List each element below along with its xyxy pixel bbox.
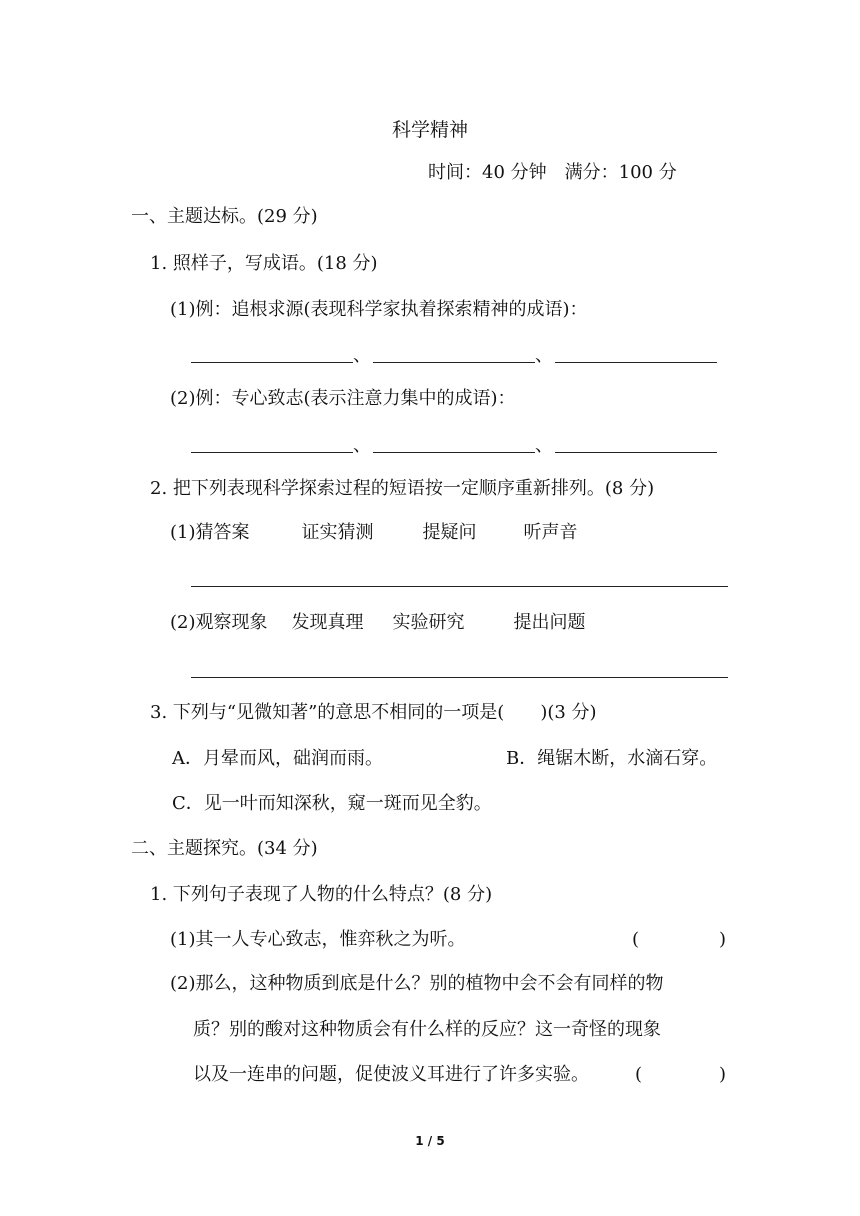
part-label: (2) bbox=[170, 612, 196, 633]
answer-line[interactable] bbox=[191, 452, 353, 453]
answer-paren-open: ( bbox=[635, 1064, 643, 1085]
section-2-heading bbox=[131, 837, 318, 861]
answer-line[interactable] bbox=[191, 677, 728, 678]
separator: 、 bbox=[535, 435, 553, 456]
s2-q1-part2-line1: (2)那么，这种物质到底是什么？别的植物中会不会有同样的物 bbox=[170, 973, 664, 994]
section-2-title: 二、主题探究。 bbox=[131, 838, 257, 859]
phrase-item: 证实猜测 bbox=[301, 522, 374, 543]
s1-q2-part2 bbox=[170, 611, 586, 635]
phrase-item: 猜答案 bbox=[195, 522, 250, 543]
s1-q1-stem: 1. 照样子，写成语。(18 分) bbox=[150, 253, 378, 274]
phrase-item: 提疑问 bbox=[422, 522, 477, 543]
phrase-item: 观察现象 bbox=[195, 612, 268, 633]
answer-line[interactable] bbox=[191, 362, 353, 363]
answer-line[interactable] bbox=[555, 452, 717, 453]
section-1-title: 一、主题达标。 bbox=[131, 206, 257, 227]
time-limit: 时间：40 分钟 bbox=[428, 162, 547, 183]
exam-meta bbox=[428, 161, 677, 185]
phrase-item: 实验研究 bbox=[392, 612, 465, 633]
separator: 、 bbox=[353, 435, 371, 456]
section-1-heading bbox=[131, 205, 318, 229]
section-2-points: (34 分) bbox=[257, 838, 318, 859]
page-title: 科学精神 bbox=[391, 119, 468, 141]
s2-q1-part1: (1)其一人专心致志，惟弈秋之为听。 bbox=[170, 929, 466, 950]
answer-line[interactable] bbox=[191, 586, 728, 587]
s2-q1-stem: 1. 下列句子表现了人物的什么特点？(8 分) bbox=[150, 884, 493, 905]
phrase-item: 听声音 bbox=[523, 522, 578, 543]
answer-paren-close: ) bbox=[719, 929, 727, 950]
separator: 、 bbox=[353, 345, 371, 366]
s1-q3-stem: 3. 下列与“见微知著”的意思不相同的一项是( )(3 分) bbox=[150, 702, 597, 723]
separator: 、 bbox=[535, 345, 553, 366]
s1-q1-part2: (2)例：专心致志(表示注意力集中的成语)： bbox=[170, 388, 516, 409]
phrase-item: 发现真理 bbox=[291, 612, 364, 633]
option-a[interactable]: A．月晕而风，础润而雨。 bbox=[172, 748, 383, 769]
s1-q1-part1: (1)例：追根求源(表现科学家执着探索精神的成语)： bbox=[170, 299, 588, 320]
page-number: 1 / 5 bbox=[415, 1134, 445, 1148]
answer-line[interactable] bbox=[373, 452, 535, 453]
answer-paren-open: ( bbox=[632, 929, 640, 950]
s1-q2-part1 bbox=[170, 521, 578, 545]
s2-q1-part2-line2: 质？别的酸对这种物质会有什么样的反应？这一奇怪的现象 bbox=[193, 1019, 661, 1040]
answer-line[interactable] bbox=[373, 362, 535, 363]
section-1-points: (29 分) bbox=[257, 206, 318, 227]
answer-paren-close: ) bbox=[719, 1064, 727, 1085]
s1-q2-stem: 2. 把下列表现科学探索过程的短语按一定顺序重新排列。(8 分) bbox=[150, 478, 655, 499]
option-b[interactable]: B．绳锯木断，水滴石穿。 bbox=[506, 748, 718, 769]
option-c[interactable]: C．见一叶而知深秋，窥一斑而见全豹。 bbox=[172, 793, 492, 814]
answer-line[interactable] bbox=[555, 362, 717, 363]
full-score: 满分：100 分 bbox=[564, 162, 677, 183]
phrase-item: 提出问题 bbox=[513, 612, 586, 633]
part-label: (1) bbox=[170, 522, 196, 543]
s2-q1-part2-line3: 以及一连串的问题，促使波义耳进行了许多实验。 bbox=[193, 1064, 589, 1085]
